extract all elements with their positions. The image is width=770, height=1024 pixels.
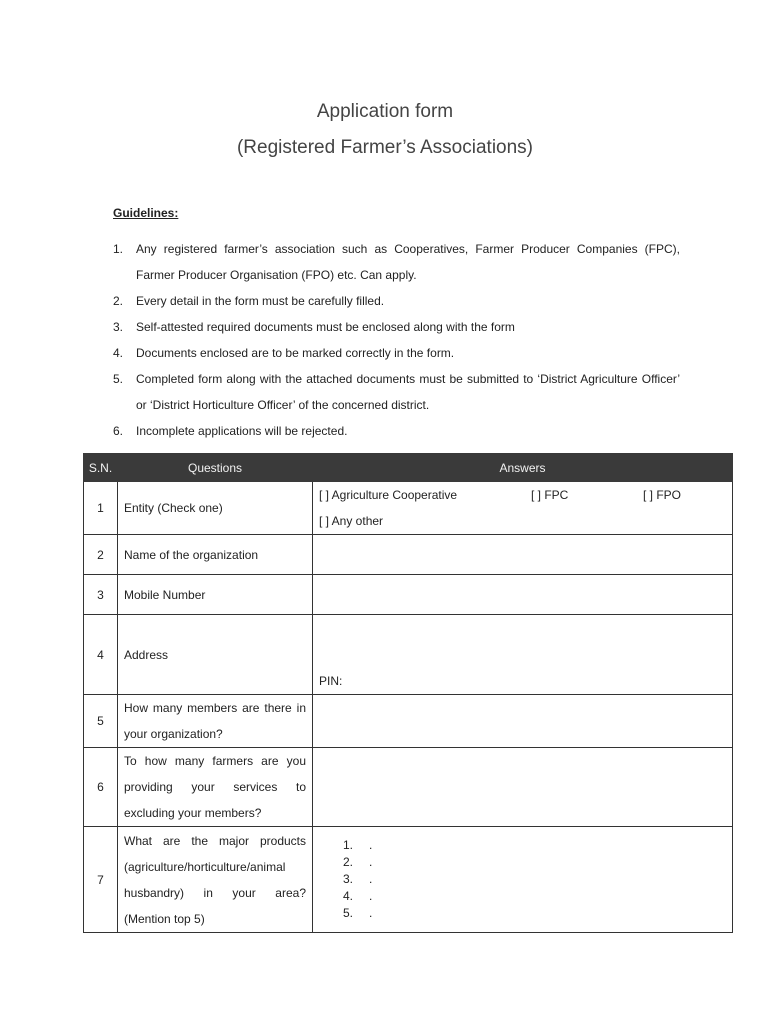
address-field[interactable] bbox=[313, 615, 733, 695]
table-row bbox=[84, 482, 733, 535]
option-fpo[interactable]: [ ] FPO bbox=[643, 488, 682, 502]
option-any-other[interactable]: [ ] Any other bbox=[319, 514, 384, 528]
product-number: 5. bbox=[343, 906, 354, 920]
option-agriculture-cooperative[interactable]: [ ] Agriculture Cooperative bbox=[319, 488, 458, 502]
list-item[interactable] bbox=[319, 837, 726, 854]
mobile-number-field[interactable] bbox=[313, 575, 733, 615]
row-number: 1 bbox=[84, 482, 118, 535]
table-row bbox=[84, 748, 733, 827]
pin-label: PIN: bbox=[319, 674, 343, 688]
guideline-number: 4. bbox=[113, 346, 124, 360]
row-question: How many members are there in your organization? bbox=[118, 695, 313, 748]
table-row bbox=[84, 827, 733, 933]
product-number: 3. bbox=[343, 872, 354, 886]
list-item[interactable] bbox=[319, 905, 726, 922]
guideline-text: Completed form along with the attached documents must be submitted to ‘District Agriculture Officer’ or ‘District Horticulture Officer’ of the concerned district. bbox=[136, 372, 680, 412]
guideline-item bbox=[113, 236, 680, 288]
product-number: 4. bbox=[343, 889, 354, 903]
guideline-number: 3. bbox=[113, 320, 124, 334]
list-item[interactable] bbox=[319, 871, 726, 888]
guideline-number: 2. bbox=[113, 294, 124, 308]
row-question: To how many farmers are you providing your services to excluding your members? bbox=[118, 748, 313, 827]
table-row bbox=[84, 615, 733, 695]
header-answers: Answers bbox=[313, 454, 733, 482]
guideline-item bbox=[113, 314, 680, 340]
guidelines-list bbox=[113, 236, 680, 444]
guidelines-heading: Guidelines: bbox=[113, 206, 179, 220]
table-row bbox=[84, 695, 733, 748]
guideline-number: 6. bbox=[113, 424, 124, 438]
members-count-field[interactable] bbox=[313, 695, 733, 748]
product-value: . bbox=[369, 855, 373, 869]
row-question: Entity (Check one) bbox=[118, 482, 313, 535]
header-sn: S.N. bbox=[84, 454, 118, 482]
application-form-table bbox=[83, 453, 733, 933]
row-number: 5 bbox=[84, 695, 118, 748]
page-title: Application form bbox=[316, 101, 454, 122]
row-question: Mobile Number bbox=[118, 575, 313, 615]
product-number: 1. bbox=[343, 838, 354, 852]
row-number: 3 bbox=[84, 575, 118, 615]
product-value: . bbox=[369, 872, 373, 886]
guideline-item bbox=[113, 366, 680, 418]
list-item[interactable] bbox=[319, 888, 726, 905]
list-item[interactable] bbox=[319, 854, 726, 871]
product-value: . bbox=[369, 906, 373, 920]
major-products-field[interactable] bbox=[313, 827, 733, 933]
guideline-number: 1. bbox=[113, 242, 124, 256]
header-questions: Questions bbox=[118, 454, 313, 482]
row-number: 2 bbox=[84, 535, 118, 575]
guideline-text: Incomplete applications will be rejected. bbox=[136, 424, 348, 438]
row-number: 7 bbox=[84, 827, 118, 933]
guideline-text: Any registered farmer’s association such as Cooperatives, Farmer Producer Companies (FPC), Farmer Producer Organisation (FPO) etc. Can apply. bbox=[136, 242, 680, 282]
row-question: Address bbox=[118, 615, 313, 695]
entity-answer-cell[interactable] bbox=[313, 482, 733, 535]
product-value: . bbox=[369, 889, 373, 903]
row-number: 4 bbox=[84, 615, 118, 695]
products-list bbox=[319, 837, 726, 922]
guideline-text: Documents enclosed are to be marked correctly in the form. bbox=[136, 346, 455, 360]
organization-name-field[interactable] bbox=[313, 535, 733, 575]
guideline-text: Self-attested required documents must be enclosed along with the form bbox=[136, 320, 515, 334]
farmers-served-field[interactable] bbox=[313, 748, 733, 827]
guideline-item bbox=[113, 288, 680, 314]
table-row bbox=[84, 575, 733, 615]
table-row bbox=[84, 535, 733, 575]
guideline-number: 5. bbox=[113, 372, 124, 386]
guideline-item bbox=[113, 418, 680, 444]
page-subtitle: (Registered Farmer’s Associations) bbox=[236, 137, 533, 158]
table-header-row bbox=[84, 454, 733, 482]
product-value: . bbox=[369, 838, 373, 852]
option-fpc[interactable]: [ ] FPC bbox=[531, 488, 569, 502]
guideline-text: Every detail in the form must be carefully filled. bbox=[136, 294, 385, 308]
product-number: 2. bbox=[343, 855, 354, 869]
row-question: What are the major products (agriculture/horticulture/animal husbandry) in your area? (Mention top 5) bbox=[118, 827, 313, 933]
row-question: Name of the organization bbox=[118, 535, 313, 575]
row-number: 6 bbox=[84, 748, 118, 827]
guideline-item bbox=[113, 340, 680, 366]
